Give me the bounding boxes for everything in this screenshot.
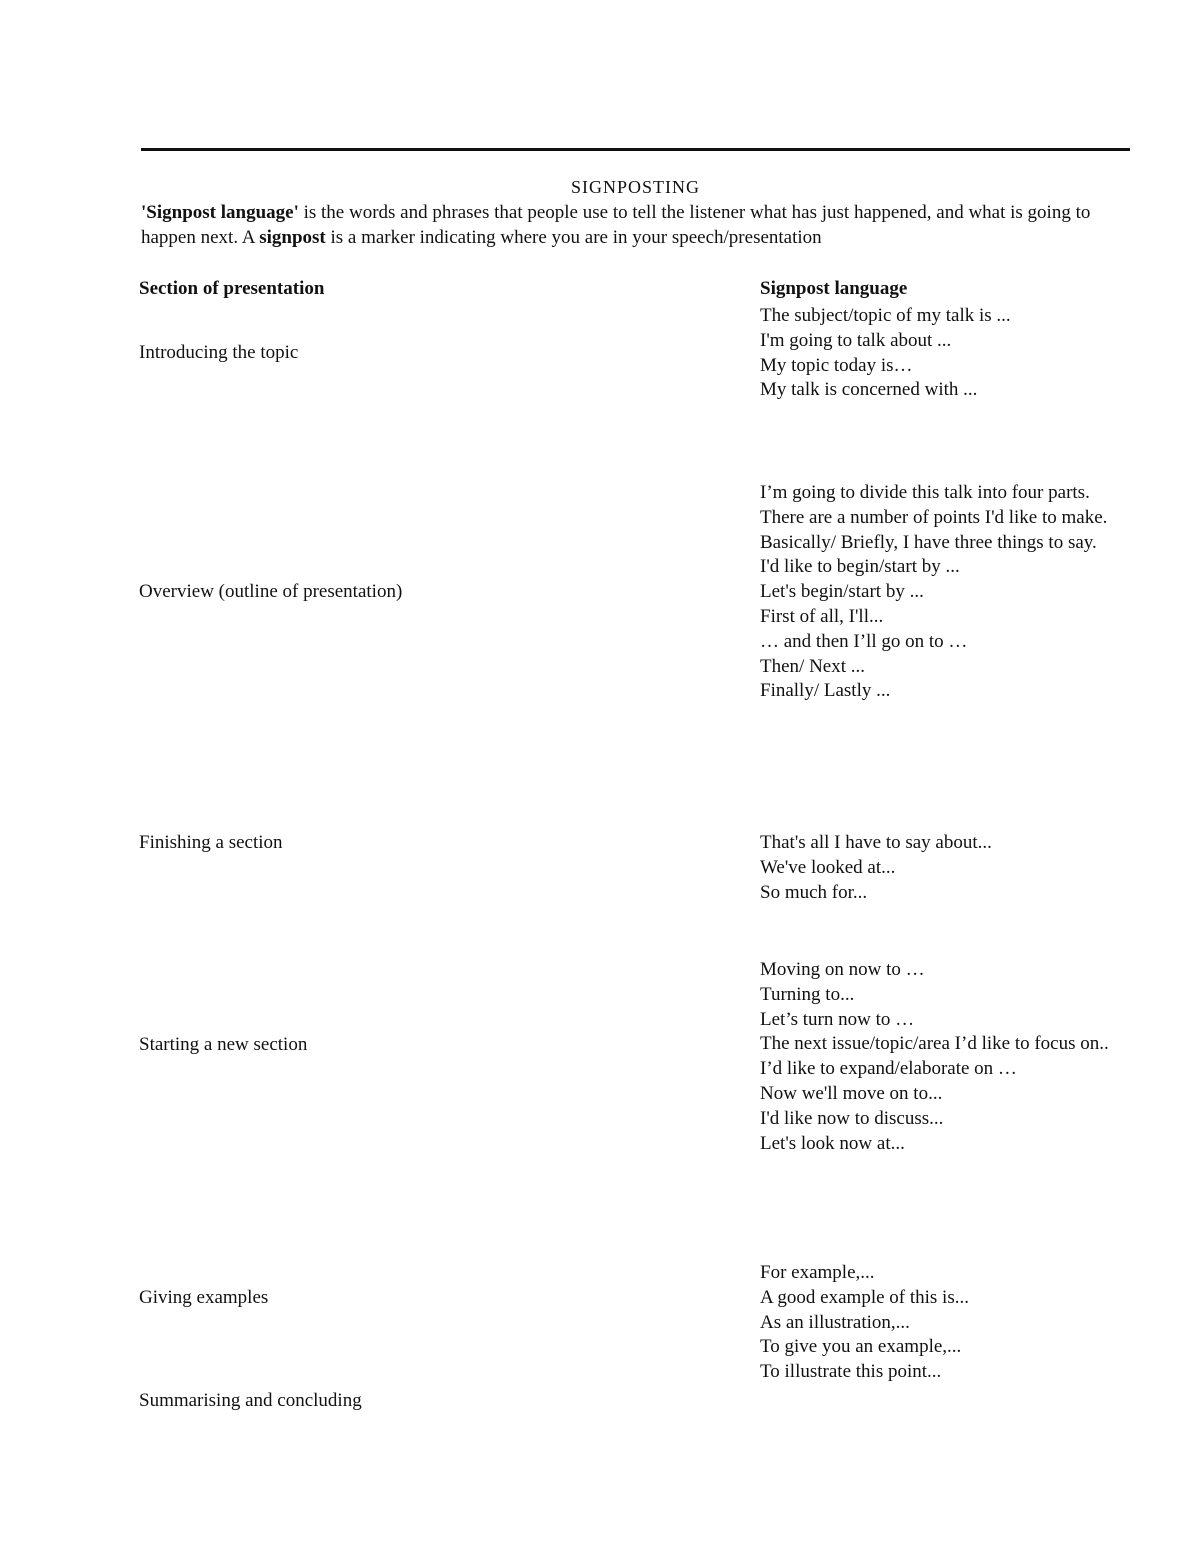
list-item: Let's begin/start by ... bbox=[760, 581, 924, 603]
list-item: The subject/topic of my talk is ... bbox=[760, 305, 1011, 326]
phrase-list-finishing bbox=[760, 831, 1130, 905]
section-label-finishing: Finishing a section bbox=[139, 832, 283, 853]
intro-term: 'Signpost language' bbox=[141, 202, 299, 223]
list-item: Let’s turn now to … bbox=[760, 1008, 915, 1030]
list-item: First of all, I'll... bbox=[760, 605, 884, 627]
list-item: I'd like to begin/start by ... bbox=[760, 556, 960, 578]
section-label-introducing: Introducing the topic bbox=[139, 342, 299, 363]
list-item: My talk is concerned with ... bbox=[760, 379, 978, 401]
list-item: I'd like now to discuss... bbox=[760, 1107, 944, 1129]
list-item: So much for... bbox=[760, 881, 868, 903]
list-item: My topic today is… bbox=[760, 354, 913, 376]
list-item: We've looked at... bbox=[760, 856, 896, 878]
list-item: Let's look now at... bbox=[760, 1132, 905, 1154]
list-item: Then/ Next ... bbox=[760, 655, 866, 677]
intro-text-1: is the words and phrases that people use to tell the listener what has just happened, and what is going to happen next. A bbox=[141, 202, 1091, 248]
list-item: Now we'll move on to... bbox=[760, 1082, 943, 1104]
intro-text-2: is a marker indicating where you are in your speech/presentation bbox=[325, 227, 822, 248]
column-header-language: Signpost language bbox=[760, 278, 908, 299]
section-label-summarising: Summarising and concluding bbox=[139, 1390, 362, 1411]
list-item: Finally/ Lastly ... bbox=[760, 680, 891, 702]
section-label-examples: Giving examples bbox=[139, 1287, 269, 1308]
list-item: A good example of this is... bbox=[760, 1286, 969, 1308]
section-label-overview: Overview (outline of presentation) bbox=[139, 581, 403, 602]
intro-paragraph bbox=[141, 200, 1136, 250]
list-item: Turning to... bbox=[760, 983, 855, 1005]
intro-term-2: signpost bbox=[259, 227, 326, 248]
phrase-list-overview bbox=[760, 481, 1130, 704]
phrase-list-starting bbox=[760, 958, 1130, 1156]
list-item: For example,... bbox=[760, 1262, 875, 1283]
list-item: The next issue/topic/area I’d like to focus on.. bbox=[760, 1033, 1109, 1055]
list-item: I’d like to expand/elaborate on … bbox=[760, 1058, 1017, 1080]
list-item: I’m going to divide this talk into four parts. bbox=[760, 482, 1090, 503]
list-item: There are a number of points I'd like to make. bbox=[760, 506, 1108, 528]
phrase-list-introducing bbox=[760, 304, 1130, 403]
list-item: That's all I have to say about... bbox=[760, 832, 992, 853]
list-item: To illustrate this point... bbox=[760, 1361, 942, 1383]
phrase-list-examples bbox=[760, 1261, 1130, 1385]
column-header-section: Section of presentation bbox=[139, 278, 325, 299]
document-title: SIGNPOSTING bbox=[570, 177, 700, 197]
list-item: Moving on now to … bbox=[760, 959, 925, 980]
list-item: I'm going to talk about ... bbox=[760, 329, 952, 351]
section-label-starting: Starting a new section bbox=[139, 1034, 308, 1055]
list-item: … and then I’ll go on to … bbox=[760, 630, 968, 652]
top-horizontal-rule bbox=[141, 148, 1130, 151]
list-item: Basically/ Briefly, I have three things to say. bbox=[760, 531, 1097, 553]
list-item: As an illustration,... bbox=[760, 1311, 910, 1333]
list-item: To give you an example,... bbox=[760, 1336, 962, 1358]
